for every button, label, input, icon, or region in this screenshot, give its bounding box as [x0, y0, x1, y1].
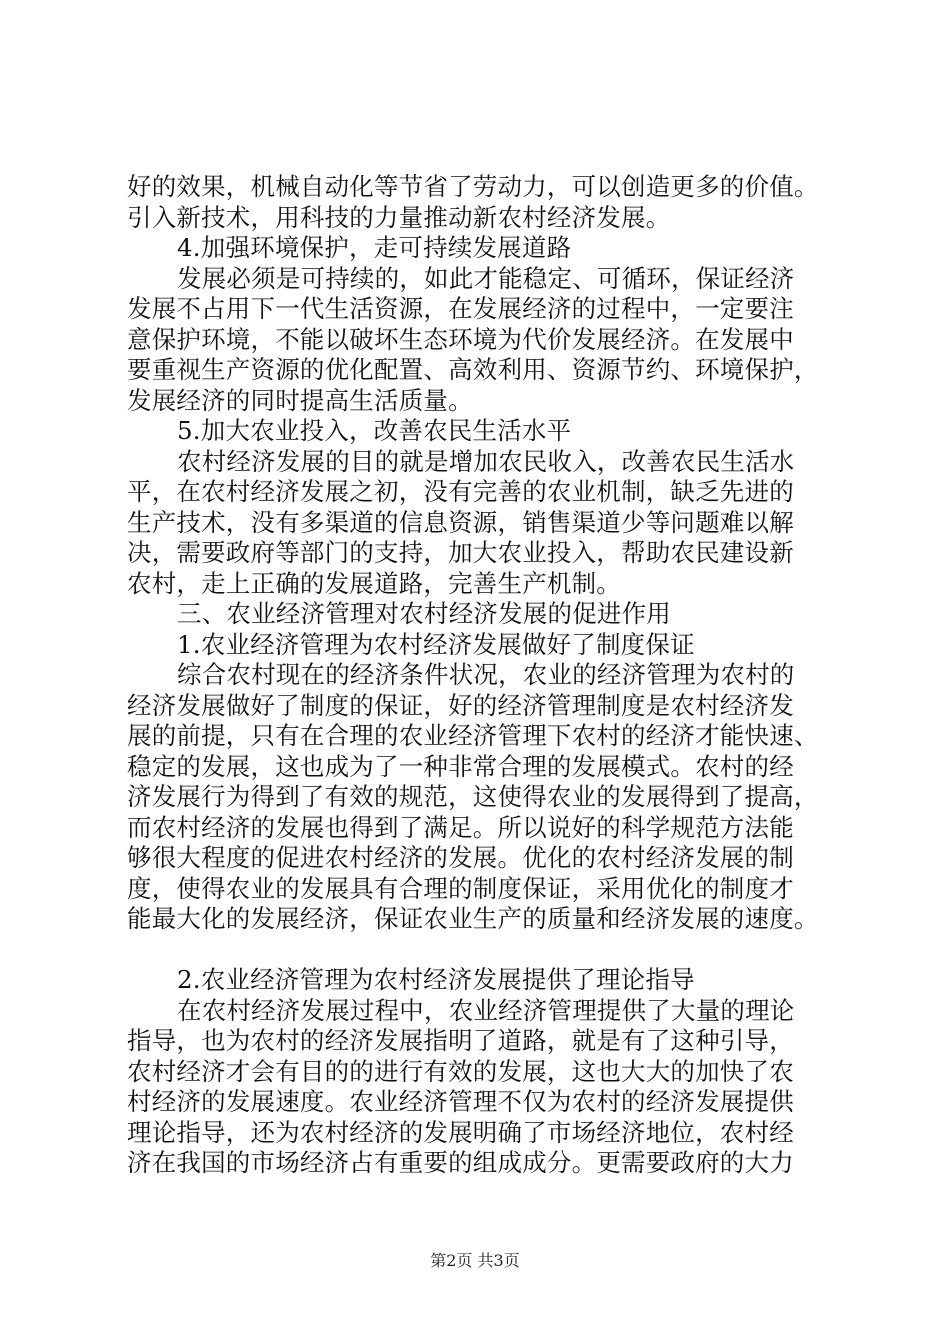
paragraph-line: 济在我国的市场经济占有重要的组成成分。更需要政府的大力 — [127, 1148, 794, 1177]
paragraph-line: 发展必须是可持续的，如此才能稳定、可循环，保证经济 — [177, 263, 795, 293]
paragraph-line: 农村经济才会有目的的进行有效的发展，这也大大的加快了农 — [127, 1056, 794, 1086]
paragraph-line: 指导，也为农村的经济发展指明了道路，就是有了这种引导， — [127, 1026, 794, 1055]
section-heading: 三、农业经济管理对农村经济发展的促进作用 — [177, 599, 671, 628]
paragraph-line: 平，在农村经济发展之初，没有完善的农业机制，缺乏先进的 — [127, 477, 794, 506]
paragraph-line: 够很大程度的促进农村经济的发展。优化的农村经济发展的制 — [127, 843, 794, 872]
section-heading: 1.农业经济管理为农村经济发展做好了制度保证 — [177, 629, 695, 659]
section-heading: 4.加强环境保护，走可持续发展道路 — [177, 233, 572, 262]
paragraph-line: 好的效果，机械自动化等节省了劳动力，可以创造更多的价值。 — [127, 172, 819, 201]
paragraph-line: 意保护环境，不能以破坏生态环境为代价发展经济。在发展中 — [127, 324, 794, 354]
paragraph-line: 引入新技术，用科技的力量推动新农村经济发展。 — [127, 202, 671, 232]
paragraph-line: 农村经济发展的目的就是增加农民收入，改善农民生活水 — [177, 446, 795, 476]
paragraph-line: 能最大化的发展经济，保证农业生产的质量和经济发展的速度。 — [127, 904, 819, 933]
paragraph-line: 决，需要政府等部门的支持，加大农业投入，帮助农民建设新 — [127, 538, 794, 567]
paragraph-line: 综合农村现在的经济条件状况，农业的经济管理为农村的 — [177, 660, 795, 689]
paragraph-line: 要重视生产资源的优化配置、高效利用、资源节约、环境保护， — [127, 355, 819, 384]
paragraph-line: 稳定的发展，这也成为了一种非常合理的发展模式。农村的经 — [127, 751, 794, 781]
paragraph-line: 在农村经济发展过程中，农业经济管理提供了大量的理论 — [177, 995, 795, 1025]
paragraph-line: 生产技术，没有多渠道的信息资源，销售渠道少等问题难以解 — [127, 507, 794, 537]
paragraph-line: 济发展行为得到了有效的规范，这使得农业的发展得到了提高， — [127, 782, 819, 811]
paragraph-line: 经济发展做好了制度的保证，好的经济管理制度是农村经济发 — [127, 690, 794, 720]
paragraph-line: 度，使得农业的发展具有合理的制度保证，采用优化的制度才 — [127, 873, 794, 903]
paragraph-line: 展的前提，只有在合理的农业经济管理下农村的经济才能快速、 — [127, 721, 819, 750]
paragraph-line: 发展不占用下一代生活资源，在发展经济的过程中，一定要注 — [127, 294, 794, 323]
body-text — [127, 172, 837, 1179]
paragraph-line: 而农村经济的发展也得到了满足。所以说好的科学规范方法能 — [127, 812, 794, 842]
paragraph-line: 农村，走上正确的发展道路，完善生产机制。 — [127, 568, 621, 598]
section-heading: 2.农业经济管理为农村经济发展提供了理论指导 — [177, 965, 695, 994]
page-number-footer: 第2页 共3页 — [430, 1251, 520, 1270]
paragraph-gap — [127, 935, 837, 966]
paragraph-line: 理论指导，还为农村经济的发展明确了市场经济地位，农村经 — [127, 1117, 794, 1147]
paragraph-line: 村经济的发展速度。农业经济管理不仅为农村的经济发展提供 — [127, 1087, 794, 1116]
section-heading: 5.加大农业投入，改善农民生活水平 — [177, 416, 572, 445]
paragraph-line: 发展经济的同时提高生活质量。 — [127, 385, 473, 415]
